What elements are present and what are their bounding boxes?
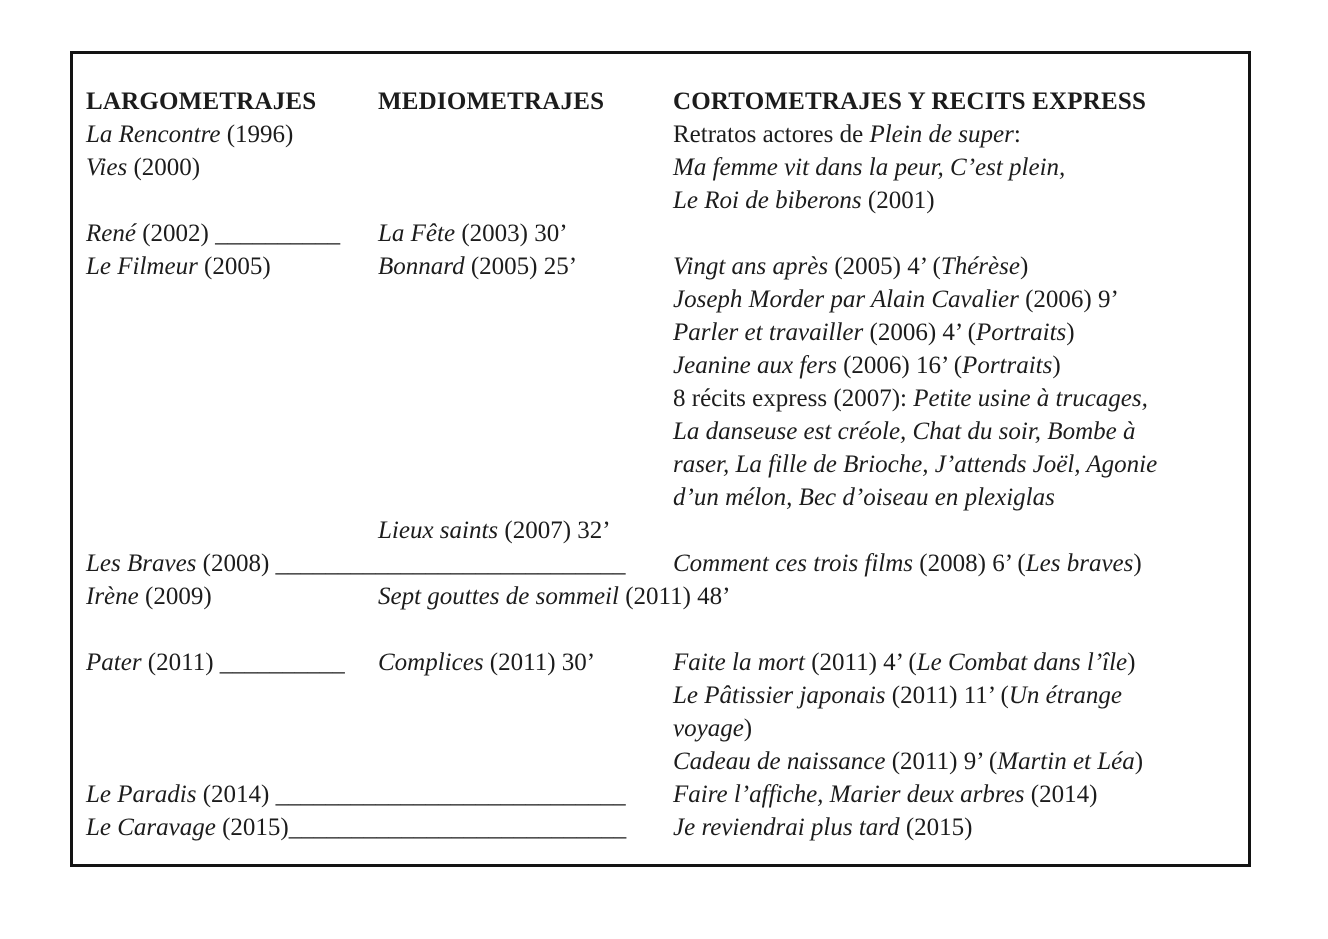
film-title-text: Martin et Léa	[997, 748, 1135, 775]
detail-text: (2015)	[899, 814, 973, 841]
film-title-text: La danseuse est créole, Chat du soir, Bombe à	[673, 418, 1136, 445]
film-entry	[673, 679, 1122, 712]
film-entry	[378, 580, 731, 613]
film-title-text: Comment ces trois films	[673, 550, 914, 577]
detail-text: (2002) __________	[135, 220, 341, 247]
detail-text: (2015)___________________________	[215, 814, 627, 841]
film-title-text: Vies	[86, 154, 128, 181]
film-title-text: La Rencontre	[86, 121, 221, 148]
film-entry	[673, 745, 1143, 778]
film-entry	[673, 415, 1135, 448]
film-title-text: d’un mélon, Bec d’oiseau en plexiglas	[673, 484, 1055, 511]
detail-text: (2014) ____________________________	[196, 781, 626, 808]
column-header-mediometrajes	[378, 85, 604, 118]
film-title-text: Le Roi de biberons	[673, 187, 862, 214]
detail-text: (2011) 48’	[618, 583, 731, 610]
detail-text: (2005) 4’ (	[828, 253, 941, 280]
text-row	[73, 448, 1248, 481]
film-title-text: Irène	[86, 583, 139, 610]
detail-text: (2011) 30’	[483, 649, 596, 676]
detail-text: (2011) 4’ (	[804, 649, 917, 676]
film-entry	[378, 250, 577, 283]
film-title-text: Ma femme vit dans la peur, C’est plein,	[673, 154, 1066, 181]
text-row	[73, 184, 1248, 217]
film-title-text: Faire l’affiche, Marier deux arbres	[673, 781, 1025, 808]
film-entry	[673, 712, 752, 745]
text-row	[73, 811, 1248, 844]
film-entry	[673, 349, 1061, 382]
detail-text: (2008) 6’ (	[913, 550, 1026, 577]
film-entry	[673, 481, 1055, 514]
film-title-text: Thérèse	[940, 253, 1020, 280]
detail-text: (2011) 11’ (	[885, 682, 1009, 709]
text-row	[73, 547, 1248, 580]
document-frame	[70, 51, 1251, 867]
detail-text: (2008) ____________________________	[196, 550, 626, 577]
film-title-text: Le Caravage	[86, 814, 216, 841]
detail-text: (1996)	[220, 121, 294, 148]
film-entry	[673, 151, 1065, 184]
detail-text: (2005)	[197, 253, 271, 280]
film-entry	[86, 217, 340, 250]
text-row	[73, 778, 1248, 811]
detail-text: (2007) 32’	[498, 517, 611, 544]
column-header-cortometrajes	[673, 85, 1146, 118]
text-row	[73, 250, 1248, 283]
film-title-text: Le Pâtissier japonais	[673, 682, 886, 709]
film-title-text: Parler et travailler	[673, 319, 864, 346]
text-row	[73, 415, 1248, 448]
detail-text: (2011) 9’ (	[885, 748, 998, 775]
film-title-text: Bonnard	[378, 253, 465, 280]
film-entry	[673, 316, 1075, 349]
text-row	[73, 580, 1248, 613]
film-title-text: Portraits	[962, 352, 1053, 379]
film-entry	[86, 811, 626, 844]
detail-text: (2003) 30’	[455, 220, 568, 247]
detail-text: (2014)	[1024, 781, 1098, 808]
detail-text: (2009)	[138, 583, 212, 610]
text-row	[73, 481, 1248, 514]
text-row	[73, 514, 1248, 547]
film-entry	[673, 778, 1097, 811]
text-row	[73, 316, 1248, 349]
film-title-text: Les braves	[1025, 550, 1134, 577]
film-entry	[86, 151, 200, 184]
detail-text: (2011) __________	[141, 649, 345, 676]
film-title-text: Cadeau de naissance	[673, 748, 886, 775]
text-row	[73, 382, 1248, 415]
detail-text: Retratos actores de	[673, 121, 870, 148]
film-entry	[673, 448, 1157, 481]
text-row	[73, 745, 1248, 778]
film-entry	[86, 580, 212, 613]
film-entry	[86, 118, 293, 151]
text-row	[73, 118, 1248, 151]
detail-text: (2001)	[861, 187, 935, 214]
film-entry	[86, 778, 626, 811]
detail-text: 8 récits express (2007):	[673, 385, 914, 412]
film-entry	[673, 118, 1021, 151]
detail-text: (2006) 16’ (	[836, 352, 963, 379]
film-title-text: Je reviendrai plus tard	[673, 814, 900, 841]
detail-text: )	[1134, 748, 1144, 775]
film-entry	[673, 184, 935, 217]
film-entry	[378, 514, 611, 547]
film-title-text: Pater	[86, 649, 142, 676]
detail-text: )	[1133, 550, 1142, 577]
film-title-text: Le Combat dans l’île	[916, 649, 1128, 676]
film-title-text: Lieux saints	[378, 517, 499, 544]
film-title-text: raser, La fille de Brioche, J’attends Joël, Agonie	[673, 451, 1158, 478]
header-text: LARGOMETRAJES	[86, 88, 317, 115]
film-title-text: Un étrange	[1008, 682, 1123, 709]
film-entry	[673, 646, 1135, 679]
film-title-text: Joseph Morder par Alain Cavalier	[673, 286, 1019, 313]
film-entry	[378, 646, 595, 679]
film-title-text: Complices	[378, 649, 484, 676]
header-text: CORTOMETRAJES Y RECITS EXPRESS	[673, 88, 1147, 115]
film-entry	[673, 547, 1142, 580]
film-entry	[673, 283, 1119, 316]
film-entry	[673, 811, 972, 844]
text-row	[73, 349, 1248, 382]
film-entry	[378, 217, 568, 250]
film-title-text: Sept gouttes de sommeil	[378, 583, 619, 610]
text-row	[73, 712, 1248, 745]
film-title-text: Vingt ans après	[673, 253, 829, 280]
text-row	[73, 679, 1248, 712]
film-entry	[673, 382, 1148, 415]
film-entry	[86, 547, 626, 580]
film-title-text: Faite la mort	[673, 649, 805, 676]
film-entry	[86, 250, 271, 283]
column-header-largometrajes	[86, 85, 316, 118]
film-title-text: Le Filmeur	[86, 253, 198, 280]
detail-text: )	[1066, 319, 1075, 346]
film-entry	[86, 646, 345, 679]
film-title-text: Petite usine à trucages,	[913, 385, 1148, 412]
film-title-text: Le Paradis	[86, 781, 197, 808]
text-row	[73, 85, 1248, 118]
film-title-text: Plein de super	[869, 121, 1014, 148]
film-title-text: Jeanine aux fers	[673, 352, 837, 379]
text-row	[73, 646, 1248, 679]
film-title-text: Les Braves	[86, 550, 197, 577]
film-title-text: voyage	[673, 715, 744, 742]
detail-text: )	[1127, 649, 1136, 676]
text-row	[73, 217, 1248, 250]
detail-text: (2006) 9’	[1018, 286, 1119, 313]
text-row	[73, 613, 1248, 646]
text-row	[73, 151, 1248, 184]
film-title-text: La Fête	[378, 220, 456, 247]
detail-text: (2006) 4’ (	[863, 319, 976, 346]
detail-text: )	[743, 715, 753, 742]
film-title-text: René	[86, 220, 136, 247]
detail-text: )	[1019, 253, 1029, 280]
detail-text: )	[1052, 352, 1061, 379]
text-row	[73, 283, 1248, 316]
header-text: MEDIOMETRAJES	[378, 88, 605, 115]
film-entry	[673, 250, 1028, 283]
film-title-text: Portraits	[975, 319, 1067, 346]
detail-text: :	[1013, 121, 1021, 148]
detail-text: (2005) 25’	[464, 253, 578, 280]
detail-text: (2000)	[127, 154, 201, 181]
